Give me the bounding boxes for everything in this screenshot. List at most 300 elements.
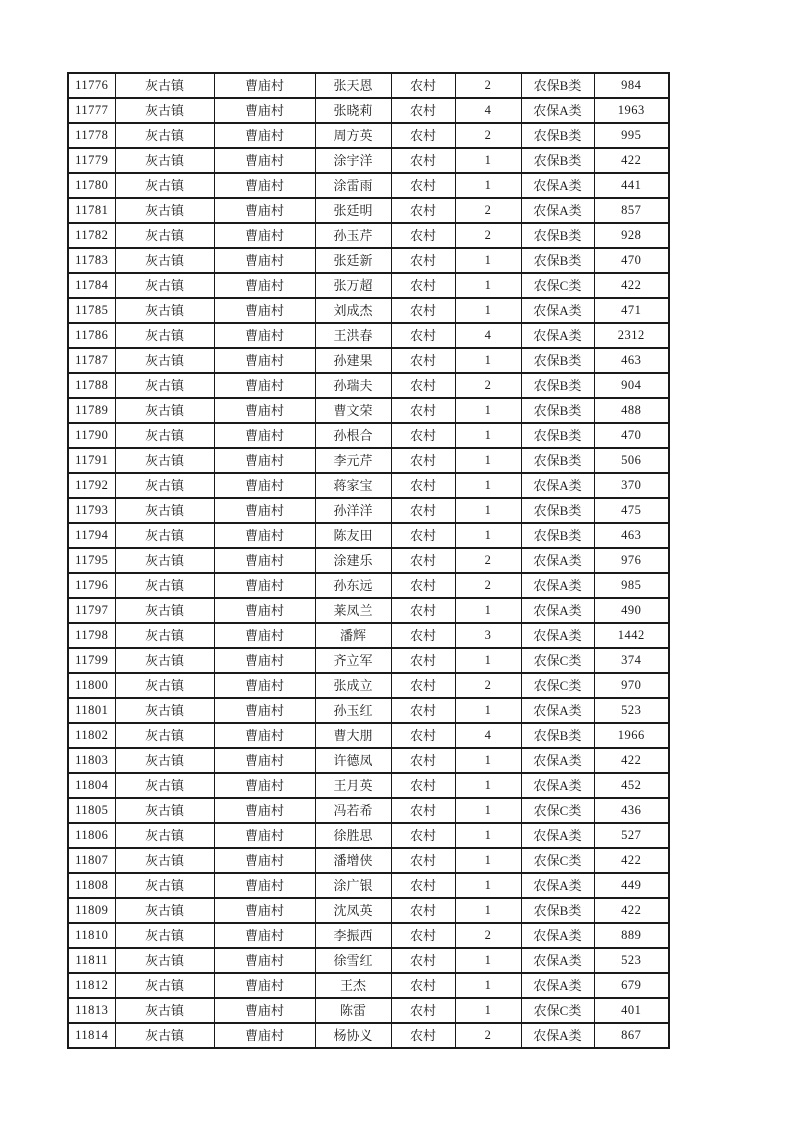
cell-count: 1: [455, 398, 521, 423]
cell-serial-number: 11790: [68, 423, 115, 448]
cell-count: 2: [455, 548, 521, 573]
cell-town: 灰古镇: [115, 748, 214, 773]
cell-village: 曹庙村: [214, 148, 315, 173]
cell-village: 曹庙村: [214, 998, 315, 1023]
cell-person-name: 陈雷: [315, 998, 391, 1023]
cell-count: 1: [455, 773, 521, 798]
cell-amount: 452: [594, 773, 669, 798]
cell-village: 曹庙村: [214, 548, 315, 573]
cell-serial-number: 11799: [68, 648, 115, 673]
cell-insurance-category: 农保B类: [521, 498, 594, 523]
table-row: [68, 98, 669, 123]
cell-serial-number: 11811: [68, 948, 115, 973]
cell-serial-number: 11779: [68, 148, 115, 173]
cell-serial-number: 11804: [68, 773, 115, 798]
table-row: [68, 573, 669, 598]
cell-count: 1: [455, 648, 521, 673]
cell-amount: 867: [594, 1023, 669, 1048]
cell-insurance-category: 农保B类: [521, 148, 594, 173]
cell-town: 灰古镇: [115, 698, 214, 723]
cell-amount: 441: [594, 173, 669, 198]
cell-village: 曹庙村: [214, 123, 315, 148]
cell-serial-number: 11803: [68, 748, 115, 773]
cell-person-name: 孙根合: [315, 423, 391, 448]
cell-serial-number: 11808: [68, 873, 115, 898]
cell-serial-number: 11777: [68, 98, 115, 123]
cell-amount: 2312: [594, 323, 669, 348]
cell-town: 灰古镇: [115, 98, 214, 123]
cell-village: 曹庙村: [214, 373, 315, 398]
cell-village: 曹庙村: [214, 248, 315, 273]
cell-count: 1: [455, 248, 521, 273]
cell-insurance-category: 农保B类: [521, 898, 594, 923]
cell-person-name: 潘增侠: [315, 848, 391, 873]
cell-village: 曹庙村: [214, 398, 315, 423]
cell-residence-type: 农村: [391, 573, 455, 598]
cell-serial-number: 11782: [68, 223, 115, 248]
cell-amount: 904: [594, 373, 669, 398]
cell-residence-type: 农村: [391, 473, 455, 498]
table-row: [68, 998, 669, 1023]
cell-count: 4: [455, 723, 521, 748]
cell-village: 曹庙村: [214, 173, 315, 198]
cell-serial-number: 11805: [68, 798, 115, 823]
table-row: [68, 248, 669, 273]
cell-person-name: 张成立: [315, 673, 391, 698]
cell-person-name: 王杰: [315, 973, 391, 998]
cell-count: 2: [455, 1023, 521, 1048]
table-row: [68, 673, 669, 698]
cell-serial-number: 11806: [68, 823, 115, 848]
cell-count: 1: [455, 148, 521, 173]
cell-person-name: 涂宇洋: [315, 148, 391, 173]
cell-amount: 422: [594, 748, 669, 773]
cell-amount: 995: [594, 123, 669, 148]
cell-town: 灰古镇: [115, 523, 214, 548]
table-row: [68, 848, 669, 873]
cell-count: 1: [455, 523, 521, 548]
cell-count: 1: [455, 498, 521, 523]
cell-amount: 422: [594, 848, 669, 873]
cell-residence-type: 农村: [391, 373, 455, 398]
cell-town: 灰古镇: [115, 323, 214, 348]
cell-serial-number: 11787: [68, 348, 115, 373]
cell-count: 2: [455, 373, 521, 398]
cell-insurance-category: 农保A类: [521, 198, 594, 223]
cell-person-name: 冯若希: [315, 798, 391, 823]
cell-village: 曹庙村: [214, 848, 315, 873]
cell-residence-type: 农村: [391, 748, 455, 773]
cell-insurance-category: 农保C类: [521, 273, 594, 298]
cell-town: 灰古镇: [115, 448, 214, 473]
cell-insurance-category: 农保A类: [521, 748, 594, 773]
cell-amount: 488: [594, 398, 669, 423]
cell-village: 曹庙村: [214, 723, 315, 748]
cell-town: 灰古镇: [115, 473, 214, 498]
cell-person-name: 孙玉芹: [315, 223, 391, 248]
cell-village: 曹庙村: [214, 873, 315, 898]
cell-count: 2: [455, 573, 521, 598]
cell-insurance-category: 农保A类: [521, 948, 594, 973]
cell-count: 1: [455, 823, 521, 848]
cell-person-name: 涂雷雨: [315, 173, 391, 198]
cell-serial-number: 11796: [68, 573, 115, 598]
cell-insurance-category: 农保C类: [521, 998, 594, 1023]
table-row: [68, 348, 669, 373]
cell-serial-number: 11786: [68, 323, 115, 348]
table-row: [68, 898, 669, 923]
cell-count: 1: [455, 998, 521, 1023]
cell-village: 曹庙村: [214, 498, 315, 523]
cell-town: 灰古镇: [115, 948, 214, 973]
cell-count: 1: [455, 598, 521, 623]
cell-residence-type: 农村: [391, 723, 455, 748]
cell-town: 灰古镇: [115, 823, 214, 848]
cell-insurance-category: 农保B类: [521, 423, 594, 448]
cell-residence-type: 农村: [391, 323, 455, 348]
cell-person-name: 蒋家宝: [315, 473, 391, 498]
table-row: [68, 698, 669, 723]
cell-count: 2: [455, 923, 521, 948]
cell-count: 1: [455, 348, 521, 373]
cell-amount: 523: [594, 948, 669, 973]
cell-count: 1: [455, 848, 521, 873]
cell-residence-type: 农村: [391, 523, 455, 548]
cell-town: 灰古镇: [115, 648, 214, 673]
cell-amount: 463: [594, 348, 669, 373]
cell-town: 灰古镇: [115, 548, 214, 573]
cell-amount: 422: [594, 898, 669, 923]
cell-village: 曹庙村: [214, 823, 315, 848]
table-row: [68, 773, 669, 798]
cell-insurance-category: 农保A类: [521, 98, 594, 123]
cell-count: 1: [455, 948, 521, 973]
cell-residence-type: 农村: [391, 123, 455, 148]
cell-amount: 449: [594, 873, 669, 898]
cell-person-name: 张廷新: [315, 248, 391, 273]
table-row: [68, 148, 669, 173]
cell-count: 1: [455, 173, 521, 198]
cell-village: 曹庙村: [214, 523, 315, 548]
table-row: [68, 923, 669, 948]
table-row: [68, 598, 669, 623]
cell-count: 1: [455, 298, 521, 323]
cell-serial-number: 11813: [68, 998, 115, 1023]
cell-town: 灰古镇: [115, 298, 214, 323]
table-row: [68, 273, 669, 298]
cell-serial-number: 11812: [68, 973, 115, 998]
cell-serial-number: 11778: [68, 123, 115, 148]
cell-person-name: 曹大朋: [315, 723, 391, 748]
cell-amount: 928: [594, 223, 669, 248]
cell-amount: 401: [594, 998, 669, 1023]
cell-residence-type: 农村: [391, 898, 455, 923]
cell-serial-number: 11793: [68, 498, 115, 523]
cell-residence-type: 农村: [391, 623, 455, 648]
cell-town: 灰古镇: [115, 623, 214, 648]
cell-amount: 523: [594, 698, 669, 723]
cell-person-name: 张晓莉: [315, 98, 391, 123]
cell-town: 灰古镇: [115, 173, 214, 198]
cell-insurance-category: 农保A类: [521, 548, 594, 573]
cell-person-name: 沈凤英: [315, 898, 391, 923]
cell-village: 曹庙村: [214, 473, 315, 498]
cell-residence-type: 农村: [391, 998, 455, 1023]
cell-insurance-category: 农保A类: [521, 323, 594, 348]
table-row: [68, 373, 669, 398]
cell-insurance-category: 农保A类: [521, 873, 594, 898]
cell-person-name: 张万超: [315, 273, 391, 298]
cell-amount: 436: [594, 798, 669, 823]
cell-town: 灰古镇: [115, 1023, 214, 1048]
cell-village: 曹庙村: [214, 323, 315, 348]
cell-amount: 475: [594, 498, 669, 523]
cell-serial-number: 11807: [68, 848, 115, 873]
cell-serial-number: 11794: [68, 523, 115, 548]
cell-serial-number: 11785: [68, 298, 115, 323]
table-row: [68, 748, 669, 773]
cell-amount: 857: [594, 198, 669, 223]
table-row: [68, 948, 669, 973]
cell-residence-type: 农村: [391, 948, 455, 973]
cell-village: 曹庙村: [214, 198, 315, 223]
cell-serial-number: 11802: [68, 723, 115, 748]
cell-town: 灰古镇: [115, 123, 214, 148]
cell-insurance-category: 农保A类: [521, 973, 594, 998]
cell-insurance-category: 农保B类: [521, 523, 594, 548]
table-row: [68, 198, 669, 223]
cell-amount: 471: [594, 298, 669, 323]
cell-residence-type: 农村: [391, 73, 455, 98]
cell-amount: 370: [594, 473, 669, 498]
cell-person-name: 陈友田: [315, 523, 391, 548]
cell-residence-type: 农村: [391, 798, 455, 823]
cell-town: 灰古镇: [115, 848, 214, 873]
cell-amount: 490: [594, 598, 669, 623]
cell-amount: 1966: [594, 723, 669, 748]
table-row: [68, 973, 669, 998]
table-row: [68, 623, 669, 648]
table-row: [68, 523, 669, 548]
cell-residence-type: 农村: [391, 773, 455, 798]
records-table: [67, 72, 670, 1049]
cell-village: 曹庙村: [214, 748, 315, 773]
cell-residence-type: 农村: [391, 223, 455, 248]
cell-village: 曹庙村: [214, 973, 315, 998]
cell-serial-number: 11783: [68, 248, 115, 273]
cell-residence-type: 农村: [391, 348, 455, 373]
cell-serial-number: 11810: [68, 923, 115, 948]
cell-town: 灰古镇: [115, 373, 214, 398]
cell-insurance-category: 农保C类: [521, 673, 594, 698]
cell-person-name: 王洪春: [315, 323, 391, 348]
cell-serial-number: 11814: [68, 1023, 115, 1048]
cell-residence-type: 农村: [391, 398, 455, 423]
cell-insurance-category: 农保B类: [521, 723, 594, 748]
cell-amount: 1963: [594, 98, 669, 123]
cell-person-name: 曹文荣: [315, 398, 391, 423]
cell-village: 曹庙村: [214, 273, 315, 298]
cell-serial-number: 11809: [68, 898, 115, 923]
cell-insurance-category: 农保B类: [521, 123, 594, 148]
table-row: [68, 798, 669, 823]
table-row: [68, 1023, 669, 1048]
cell-amount: 970: [594, 673, 669, 698]
cell-count: 1: [455, 423, 521, 448]
cell-village: 曹庙村: [214, 798, 315, 823]
cell-town: 灰古镇: [115, 723, 214, 748]
cell-town: 灰古镇: [115, 423, 214, 448]
table-row: [68, 448, 669, 473]
cell-village: 曹庙村: [214, 573, 315, 598]
cell-village: 曹庙村: [214, 73, 315, 98]
cell-town: 灰古镇: [115, 498, 214, 523]
cell-person-name: 李振西: [315, 923, 391, 948]
cell-count: 1: [455, 873, 521, 898]
cell-count: 4: [455, 323, 521, 348]
cell-town: 灰古镇: [115, 398, 214, 423]
cell-count: 1: [455, 473, 521, 498]
cell-town: 灰古镇: [115, 273, 214, 298]
cell-insurance-category: 农保B类: [521, 398, 594, 423]
cell-serial-number: 11797: [68, 598, 115, 623]
cell-serial-number: 11798: [68, 623, 115, 648]
cell-residence-type: 农村: [391, 548, 455, 573]
table-row: [68, 173, 669, 198]
cell-count: 1: [455, 748, 521, 773]
cell-serial-number: 11791: [68, 448, 115, 473]
cell-serial-number: 11788: [68, 373, 115, 398]
cell-amount: 422: [594, 148, 669, 173]
cell-town: 灰古镇: [115, 673, 214, 698]
cell-amount: 1442: [594, 623, 669, 648]
table-row: [68, 423, 669, 448]
cell-amount: 889: [594, 923, 669, 948]
table-row: [68, 223, 669, 248]
cell-insurance-category: 农保A类: [521, 473, 594, 498]
cell-village: 曹庙村: [214, 298, 315, 323]
cell-residence-type: 农村: [391, 148, 455, 173]
cell-town: 灰古镇: [115, 573, 214, 598]
cell-village: 曹庙村: [214, 698, 315, 723]
table-row: [68, 473, 669, 498]
cell-amount: 374: [594, 648, 669, 673]
cell-count: 3: [455, 623, 521, 648]
cell-person-name: 孙玉红: [315, 698, 391, 723]
cell-residence-type: 农村: [391, 673, 455, 698]
cell-residence-type: 农村: [391, 423, 455, 448]
cell-town: 灰古镇: [115, 73, 214, 98]
cell-person-name: 潘辉: [315, 623, 391, 648]
cell-town: 灰古镇: [115, 248, 214, 273]
table-row: [68, 298, 669, 323]
cell-village: 曹庙村: [214, 623, 315, 648]
cell-insurance-category: 农保B类: [521, 373, 594, 398]
cell-insurance-category: 农保B类: [521, 223, 594, 248]
cell-insurance-category: 农保B类: [521, 73, 594, 98]
cell-residence-type: 农村: [391, 823, 455, 848]
cell-residence-type: 农村: [391, 698, 455, 723]
cell-amount: 470: [594, 248, 669, 273]
cell-town: 灰古镇: [115, 348, 214, 373]
cell-residence-type: 农村: [391, 598, 455, 623]
cell-residence-type: 农村: [391, 98, 455, 123]
table-row: [68, 873, 669, 898]
cell-person-name: 涂广银: [315, 873, 391, 898]
cell-village: 曹庙村: [214, 1023, 315, 1048]
cell-person-name: 李元芹: [315, 448, 391, 473]
cell-residence-type: 农村: [391, 1023, 455, 1048]
table-row: [68, 548, 669, 573]
table-row: [68, 73, 669, 98]
cell-insurance-category: 农保A类: [521, 573, 594, 598]
cell-insurance-category: 农保C类: [521, 848, 594, 873]
cell-person-name: 莱凤兰: [315, 598, 391, 623]
cell-serial-number: 11776: [68, 73, 115, 98]
cell-person-name: 刘成杰: [315, 298, 391, 323]
cell-town: 灰古镇: [115, 923, 214, 948]
cell-village: 曹庙村: [214, 923, 315, 948]
cell-insurance-category: 农保A类: [521, 773, 594, 798]
cell-serial-number: 11795: [68, 548, 115, 573]
cell-village: 曹庙村: [214, 898, 315, 923]
cell-serial-number: 11801: [68, 698, 115, 723]
cell-insurance-category: 农保B类: [521, 348, 594, 373]
cell-count: 1: [455, 448, 521, 473]
cell-person-name: 许德凤: [315, 748, 391, 773]
cell-person-name: 孙东远: [315, 573, 391, 598]
cell-town: 灰古镇: [115, 223, 214, 248]
cell-town: 灰古镇: [115, 998, 214, 1023]
cell-amount: 984: [594, 73, 669, 98]
cell-serial-number: 11792: [68, 473, 115, 498]
cell-residence-type: 农村: [391, 248, 455, 273]
cell-village: 曹庙村: [214, 448, 315, 473]
cell-count: 1: [455, 273, 521, 298]
table-row: [68, 323, 669, 348]
cell-town: 灰古镇: [115, 198, 214, 223]
cell-village: 曹庙村: [214, 98, 315, 123]
cell-town: 灰古镇: [115, 798, 214, 823]
cell-insurance-category: 农保A类: [521, 298, 594, 323]
cell-person-name: 孙洋洋: [315, 498, 391, 523]
cell-person-name: 徐胜思: [315, 823, 391, 848]
cell-residence-type: 农村: [391, 298, 455, 323]
cell-insurance-category: 农保B类: [521, 448, 594, 473]
cell-insurance-category: 农保A类: [521, 1023, 594, 1048]
cell-insurance-category: 农保A类: [521, 698, 594, 723]
cell-person-name: 杨协义: [315, 1023, 391, 1048]
cell-person-name: 周方英: [315, 123, 391, 148]
cell-person-name: 孙建果: [315, 348, 391, 373]
cell-residence-type: 农村: [391, 973, 455, 998]
cell-count: 1: [455, 698, 521, 723]
cell-count: 1: [455, 973, 521, 998]
cell-amount: 463: [594, 523, 669, 548]
cell-insurance-category: 农保A类: [521, 598, 594, 623]
cell-person-name: 孙瑞夫: [315, 373, 391, 398]
cell-count: 2: [455, 223, 521, 248]
cell-serial-number: 11780: [68, 173, 115, 198]
cell-residence-type: 农村: [391, 448, 455, 473]
cell-serial-number: 11784: [68, 273, 115, 298]
cell-person-name: 王月英: [315, 773, 391, 798]
cell-person-name: 张天恩: [315, 73, 391, 98]
cell-insurance-category: 农保A类: [521, 173, 594, 198]
cell-insurance-category: 农保A类: [521, 823, 594, 848]
cell-amount: 985: [594, 573, 669, 598]
cell-town: 灰古镇: [115, 598, 214, 623]
